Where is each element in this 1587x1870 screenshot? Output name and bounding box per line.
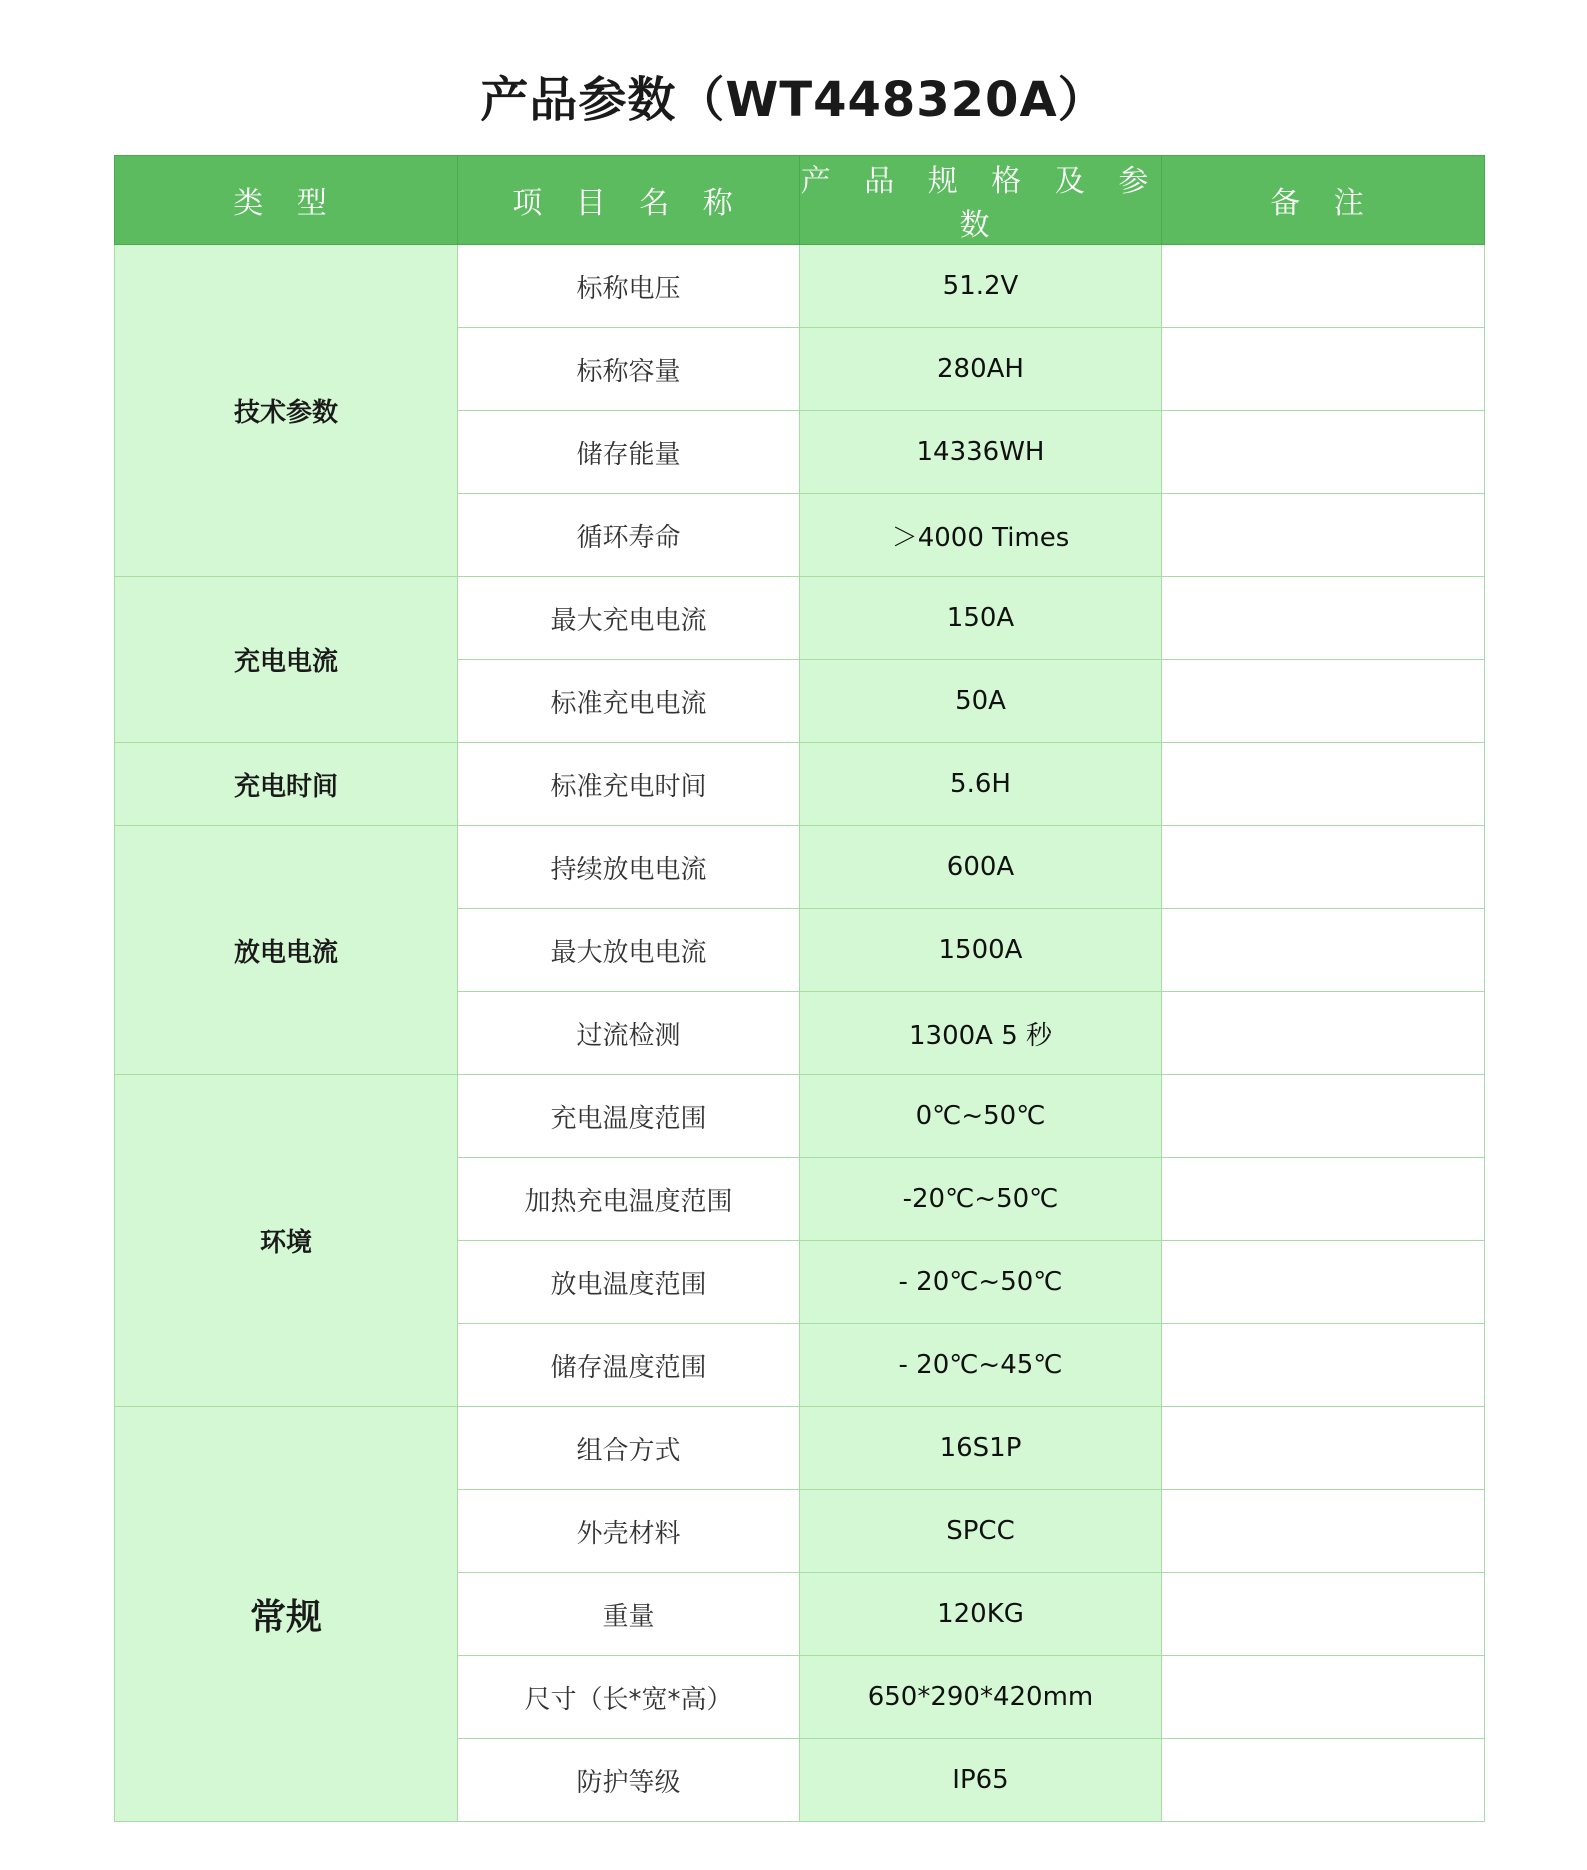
table-row bbox=[115, 1075, 1485, 1158]
item-name: 防护等级 bbox=[458, 1739, 800, 1822]
item-value: -20℃~50℃ bbox=[800, 1158, 1162, 1241]
table-row bbox=[115, 245, 1485, 328]
item-name: 标准充电时间 bbox=[458, 743, 800, 826]
item-note bbox=[1162, 909, 1485, 992]
item-name: 充电温度范围 bbox=[458, 1075, 800, 1158]
item-note bbox=[1162, 660, 1485, 743]
item-value: 16S1P bbox=[800, 1407, 1162, 1490]
table-header-row bbox=[115, 156, 1485, 245]
type-cell-tech: 技术参数 bbox=[115, 245, 458, 577]
item-name: 持续放电电流 bbox=[458, 826, 800, 909]
item-value: 650*290*420mm bbox=[800, 1656, 1162, 1739]
item-note bbox=[1162, 1241, 1485, 1324]
item-value: 0℃~50℃ bbox=[800, 1075, 1162, 1158]
item-note bbox=[1162, 328, 1485, 411]
item-note bbox=[1162, 1490, 1485, 1573]
table-row bbox=[115, 577, 1485, 660]
item-note bbox=[1162, 1739, 1485, 1822]
item-note bbox=[1162, 992, 1485, 1075]
item-value: 120KG bbox=[800, 1573, 1162, 1656]
item-value: 600A bbox=[800, 826, 1162, 909]
item-note bbox=[1162, 1407, 1485, 1490]
type-cell-charge-time: 充电时间 bbox=[115, 743, 458, 826]
type-cell-environment: 环境 bbox=[115, 1075, 458, 1407]
type-cell-charge-current: 充电电流 bbox=[115, 577, 458, 743]
item-name: 加热充电温度范围 bbox=[458, 1158, 800, 1241]
item-value: 5.6H bbox=[800, 743, 1162, 826]
table-row bbox=[115, 826, 1485, 909]
header-type: 类 型 bbox=[115, 156, 458, 245]
item-value: 14336WH bbox=[800, 411, 1162, 494]
item-value: 51.2V bbox=[800, 245, 1162, 328]
item-name: 储存温度范围 bbox=[458, 1324, 800, 1407]
item-name: 最大放电电流 bbox=[458, 909, 800, 992]
type-cell-discharge-current: 放电电流 bbox=[115, 826, 458, 1075]
item-value: 280AH bbox=[800, 328, 1162, 411]
item-value: 1500A bbox=[800, 909, 1162, 992]
item-value: - 20℃~50℃ bbox=[800, 1241, 1162, 1324]
type-cell-general: 常规 bbox=[115, 1407, 458, 1822]
item-note bbox=[1162, 826, 1485, 909]
table-row bbox=[115, 1407, 1485, 1490]
item-note bbox=[1162, 1573, 1485, 1656]
item-value: ＞4000 Times bbox=[800, 494, 1162, 577]
item-value: - 20℃~45℃ bbox=[800, 1324, 1162, 1407]
item-value: IP65 bbox=[800, 1739, 1162, 1822]
item-name: 重量 bbox=[458, 1573, 800, 1656]
item-note bbox=[1162, 577, 1485, 660]
item-note bbox=[1162, 1324, 1485, 1407]
header-spec: 产 品 规 格 及 参 数 bbox=[800, 156, 1162, 245]
item-name: 标称电压 bbox=[458, 245, 800, 328]
header-note: 备 注 bbox=[1162, 156, 1485, 245]
header-item: 项 目 名 称 bbox=[458, 156, 800, 245]
item-note bbox=[1162, 1158, 1485, 1241]
item-name: 储存能量 bbox=[458, 411, 800, 494]
page-title: 产品参数（WT448320A） bbox=[480, 72, 1107, 128]
item-name: 最大充电电流 bbox=[458, 577, 800, 660]
item-name: 标准充电电流 bbox=[458, 660, 800, 743]
item-value: 150A bbox=[800, 577, 1162, 660]
item-name: 尺寸（长*宽*高） bbox=[458, 1656, 800, 1739]
item-name: 标称容量 bbox=[458, 328, 800, 411]
item-value: SPCC bbox=[800, 1490, 1162, 1573]
item-name: 外壳材料 bbox=[458, 1490, 800, 1573]
item-name: 循环寿命 bbox=[458, 494, 800, 577]
spec-table bbox=[114, 155, 1485, 1822]
item-name: 放电温度范围 bbox=[458, 1241, 800, 1324]
item-note bbox=[1162, 245, 1485, 328]
table-row bbox=[115, 743, 1485, 826]
item-name: 过流检测 bbox=[458, 992, 800, 1075]
item-note bbox=[1162, 494, 1485, 577]
item-note bbox=[1162, 1075, 1485, 1158]
item-value: 1300A 5 秒 bbox=[800, 992, 1162, 1075]
item-value: 50A bbox=[800, 660, 1162, 743]
item-note bbox=[1162, 1656, 1485, 1739]
item-note bbox=[1162, 743, 1485, 826]
item-name: 组合方式 bbox=[458, 1407, 800, 1490]
item-note bbox=[1162, 411, 1485, 494]
